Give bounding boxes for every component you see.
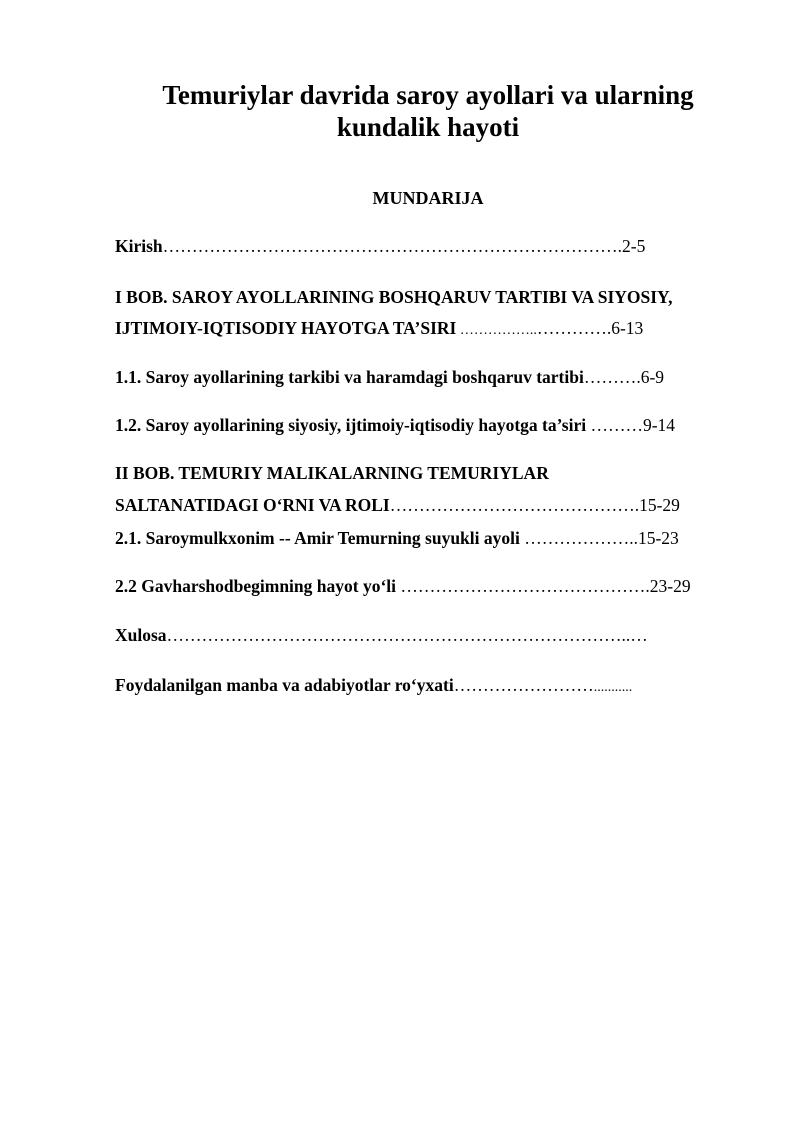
toc-leader-dots: ………… <box>536 318 607 338</box>
toc-entry-label: IJTIMOIY-IQTISODIY HAYOTGA TA’SIRI <box>115 318 457 338</box>
toc-leader-dots-small: ........... <box>593 680 633 695</box>
toc-entry-chapter-2-line-2 <box>115 494 680 516</box>
document-title-line-1: Temuriylar davrida saroy ayollari va ularning <box>162 80 694 110</box>
toc-entry-label: Foydalanilgan manba va adabiyotlar ro‘yxati <box>115 675 454 695</box>
toc-entry-section-2-1 <box>115 527 679 549</box>
toc-entry-label: 2.1. Saroymulkxonim -- Amir Temurning suyukli ayoli <box>115 528 520 548</box>
toc-entry-bibliography <box>115 674 632 699</box>
toc-entry-chapter-1-line-2 <box>115 317 643 342</box>
toc-entry-section-2-2 <box>115 575 691 597</box>
toc-entry-label: 2.2 Gavharshodbegimning hayot yo‘li <box>115 576 397 596</box>
toc-leader-dots: ……… <box>586 415 643 435</box>
toc-entry-pages: 15-29 <box>639 495 680 515</box>
toc-leader-dots: ……………………………………………………………………..… <box>166 625 648 645</box>
toc-entry-pages: 15-23 <box>637 528 679 548</box>
toc-heading: MUNDARIJA <box>372 188 484 208</box>
toc-entry-section-1-1 <box>115 366 664 388</box>
toc-entry-label: 1.2. Saroy ayollarining siyosiy, ijtimoiy-iqtisodiy hayotga ta’siri <box>115 415 587 435</box>
toc-entry-label: SALTANATIDAGI O‘RNI VA ROLI <box>115 495 390 515</box>
toc-entry-pages: 6-9 <box>640 367 665 387</box>
toc-leader-dots: ……………………………………………………………………. <box>162 236 623 256</box>
toc-entry-xulosa <box>115 624 648 646</box>
toc-leader-dots: ………. <box>583 367 641 387</box>
toc-leader-dots: …………………… <box>453 675 594 695</box>
toc-entry-label: Xulosa <box>115 625 167 645</box>
toc-entry-pages: 9-14 <box>642 415 676 435</box>
toc-entry-chapter-2-line-1: II BOB. TEMURIY MALIKALARNING TEMURIYLAR <box>115 463 549 483</box>
toc-entry-pages: 2-5 <box>622 236 646 256</box>
toc-leader-dots-small: …………….. <box>456 323 537 338</box>
toc-leader-dots: ……………………………………. <box>396 576 650 596</box>
toc-entry-label: 1.1. Saroy ayollarining tarkibi va haramdagi boshqaruv tartibi <box>115 367 584 387</box>
toc-entry-label: Kirish <box>115 236 163 256</box>
toc-entry-kirish <box>115 235 645 257</box>
toc-entry-pages: 23-29 <box>649 576 691 596</box>
toc-entry-chapter-1-line-1: I BOB. SAROY AYOLLARINING BOSHQARUV TARTIBI VA SIYOSIY, <box>115 287 673 307</box>
document-title-line-2: kundalik hayoti <box>336 112 520 142</box>
toc-leader-dots: ……………………………………. <box>389 495 640 515</box>
toc-leader-dots: ……………….. <box>519 528 638 548</box>
toc-entry-pages: .6-13 <box>606 318 644 338</box>
toc-entry-section-1-2 <box>115 414 675 436</box>
